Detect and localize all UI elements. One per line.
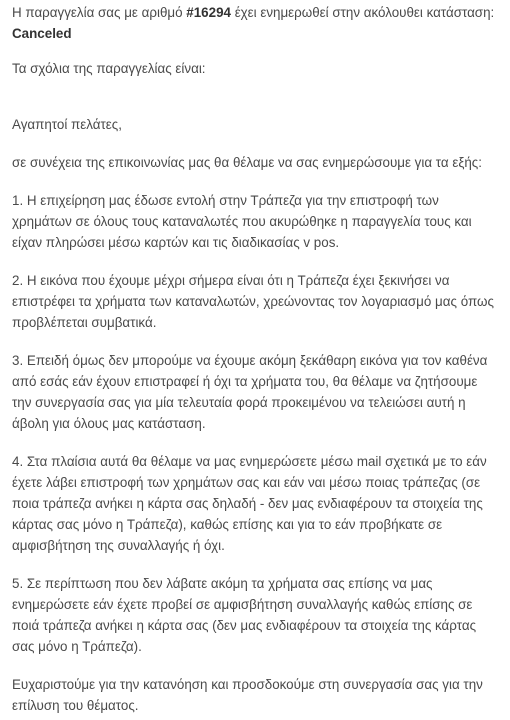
greeting: Αγαπητοί πελάτες, — [12, 117, 122, 132]
header-middle: έχει ενημερωθεί στην ακόλουθει κατάσταση: — [230, 5, 495, 20]
point-4: 4. Στα πλαίσια αυτά θα θέλαμε να μας ενημερώσετε μέσω mail σχετικά με το εάν έχετε λάβει επιστροφή των χρημάτων σας και εάν ναι μέσω ποιας τράπεζας (σε ποια τράπεζα ανήκει η κάρτα σας δηλαδή - δεν μας ενδιαφέρουν τα στοιχεία της κάρτας σας μόνο η Τράπεζα), καθώς επίσης και για το εάν προβήκατε σε αμφισβήτηση της συναλλαγής ή όχι. — [12, 454, 487, 553]
point-2: 2. Η εικόνα που έχουμε μέχρι σήμερα είναι ότι η Τράπεζα έχει ξεκινήσει να επιστρέφει τα χρήματα των καταναλωτών, χρεώνοντας τον λογαριασμό μας όπως προβλέπεται συμβατικά. — [12, 273, 494, 330]
closing-text: Ευχαριστούμε για την κατανόηση και προσδοκούμε στη συνεργασία σας για την επίλυση του θέματος. — [12, 677, 483, 713]
intro-text: σε συνέχεια της επικοινωνίας μας θα θέλαμε να σας ενημερώσουμε για τα εξής: — [12, 155, 482, 170]
order-status: Canceled — [12, 26, 72, 41]
order-number: #16294 — [186, 5, 231, 20]
comments-label: Τα σχόλια της παραγγελίας είναι: — [12, 61, 206, 76]
point-3: 3. Επειδή όμως δεν μπορούμε να έχουμε ακόμη ξεκάθαρη εικόνα για τον καθένα από εσάς εάν έχουν επιστραφεί ή όχι τα χρήματα του, θα θέλαμε να ζητήσουμε την συνεργασία σας για μία τελευταία φορά προκειμένου να τελειώσει αυτή η άβολη για όλους μας κατάσταση. — [12, 353, 488, 431]
point-1: 1. Η επιχείρηση μας έδωσε εντολή στην Τράπεζα για την επιστροφή των χρημάτων σε όλους τους καταναλωτές που ακυρώθηκε η παραγγελία τους και είχαν πληρώσει μέσω καρτών και τις διαδικασίας v pos. — [12, 193, 472, 250]
order-status-header — [12, 2, 498, 44]
point-5: 5. Σε περίπτωση που δεν λάβατε ακόμη τα χρήματα σας επίσης να μας ενημερώσετε εάν έχετε προβεί σε αμφισβήτηση συναλλαγής καθώς επίσης σε ποιά τράπεζα ανήκει η κάρτα σας (δεν μας ενδιαφέρουν τα στοιχεία της κάρτας σας μόνο η Τράπεζα). — [12, 576, 477, 654]
header-prefix: Η παραγγελία σας με αριθμό — [12, 5, 187, 20]
